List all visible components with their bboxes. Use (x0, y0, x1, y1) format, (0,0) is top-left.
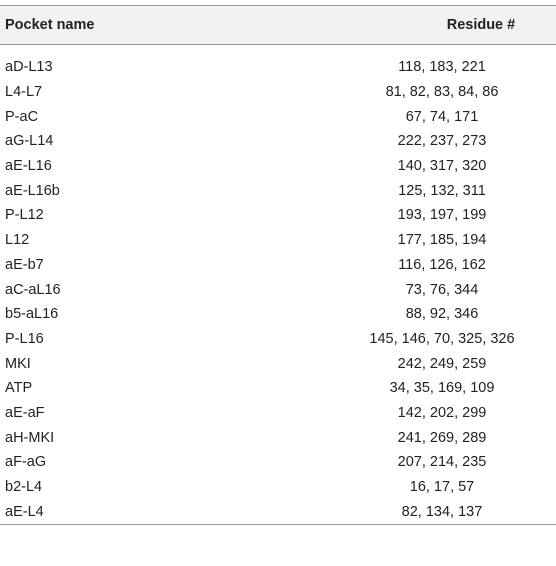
residue-value: 118, 183, 221 (398, 59, 486, 76)
residue-value: 241, 269, 289 (397, 429, 487, 446)
table-row (0, 154, 556, 179)
residue-cell (116, 154, 556, 179)
pocket-name-cell: aH-MKI (5, 429, 55, 446)
header-residue: Residue # (446, 17, 516, 33)
pocket-name-cell: aE-b7 (5, 256, 44, 273)
header-pocket-name: Pocket name (5, 17, 95, 33)
table-row (0, 277, 556, 302)
pocket-name-cell: aE-aF (5, 404, 45, 421)
residue-cell (116, 104, 556, 129)
table-row (0, 104, 556, 129)
table-row (0, 499, 556, 525)
residue-cell (116, 401, 556, 426)
residue-value: 125, 132, 311 (398, 182, 486, 199)
residue-value: 81, 82, 83, 84, 86 (385, 84, 499, 101)
pocket-name-cell: P-L12 (5, 207, 44, 224)
residue-value: 140, 317, 320 (397, 158, 487, 175)
table-row (0, 80, 556, 105)
residue-cell (116, 376, 556, 401)
residue-value: 193, 197, 199 (397, 207, 487, 224)
residue-value: 67, 74, 171 (405, 108, 479, 125)
table-row (0, 129, 556, 154)
table-row (0, 253, 556, 278)
table-row (0, 475, 556, 500)
residue-value: 73, 76, 344 (405, 281, 479, 298)
pocket-name-cell: aG-L14 (5, 133, 54, 150)
residue-value: 207, 214, 235 (397, 454, 487, 471)
table-body (0, 45, 556, 525)
table-row (0, 178, 556, 203)
pocket-name-cell: MKI (5, 355, 31, 372)
table-row (0, 351, 556, 376)
residue-value: 142, 202, 299 (397, 404, 487, 421)
pocket-name-cell: aD-L13 (5, 59, 53, 76)
residue-cell (116, 253, 556, 278)
table-row (0, 327, 556, 352)
residue-cell (116, 425, 556, 450)
pocket-name-cell: L4-L7 (5, 84, 43, 101)
pocket-name-cell: aE-L16b (5, 182, 60, 199)
residue-cell (116, 129, 556, 154)
residue-cell (116, 351, 556, 376)
pocket-name-cell: aF-aG (5, 454, 47, 471)
table-row (0, 302, 556, 327)
residue-cell (116, 302, 556, 327)
residue-value: 88, 92, 346 (405, 306, 479, 323)
pocket-name-cell: P-L16 (5, 330, 44, 347)
residue-cell (116, 80, 556, 105)
residue-value: 34, 35, 169, 109 (389, 380, 495, 397)
pocket-name-cell: aE-L4 (0, 499, 116, 525)
table-row (0, 450, 556, 475)
pocket-name-cell: ATP (5, 380, 33, 397)
residue-cell (116, 499, 556, 525)
residue-cell (116, 178, 556, 203)
table-row (0, 401, 556, 426)
residue-cell (116, 450, 556, 475)
pocket-name-cell: aC-aL16 (5, 281, 61, 298)
residue-cell (116, 475, 556, 500)
residue-value: 177, 185, 194 (397, 232, 487, 249)
pocket-name-cell: P-aC (5, 108, 39, 125)
residue-value: 242, 249, 259 (397, 355, 487, 372)
table-header (0, 6, 556, 45)
residue-value: 116, 126, 162 (398, 256, 486, 273)
residue-cell (116, 277, 556, 302)
residue-cell (116, 55, 556, 80)
residue-value: 222, 237, 273 (397, 133, 487, 150)
residue-cell (116, 327, 556, 352)
pocket-name-cell: aE-L16 (5, 158, 52, 175)
residue-cell (116, 228, 556, 253)
pocket-name-cell: L12 (5, 232, 30, 249)
spacer-cell (0, 45, 556, 56)
residue-value: 16, 17, 57 (409, 479, 475, 496)
residue-cell (116, 203, 556, 228)
table-row (0, 203, 556, 228)
table-row (0, 425, 556, 450)
pocket-name-cell: b5-aL16 (5, 306, 59, 323)
table-spacer (0, 45, 556, 56)
pocket-name-cell: b2-L4 (5, 479, 43, 496)
table-row (0, 228, 556, 253)
table-row (0, 55, 556, 80)
pocket-residue-table (0, 5, 556, 525)
header-row (0, 6, 556, 45)
residue-value: 82, 134, 137 (401, 503, 483, 520)
residue-value: 145, 146, 70, 325, 326 (369, 330, 515, 347)
table-row (0, 376, 556, 401)
